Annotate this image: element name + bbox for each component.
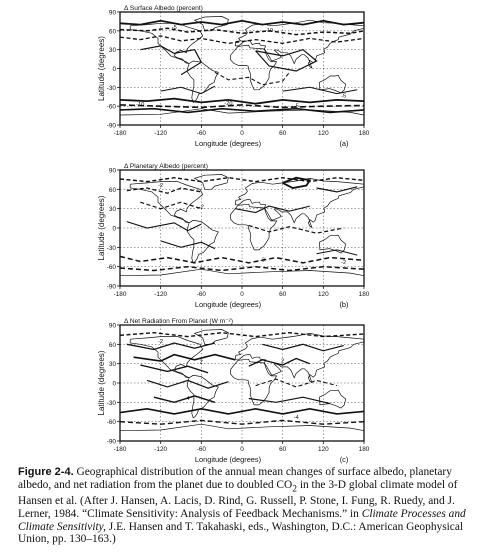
contour-line-solid	[127, 222, 202, 231]
x-tick-label: -120	[154, 130, 168, 137]
contour-line-dashed	[215, 72, 290, 85]
continent-outline-eurasia	[235, 333, 364, 382]
x-tick-label: 60	[279, 130, 287, 137]
caption-text-2: in the 3-D global climate model of Hansen et al. (After J. Hansen, A. Lacis, D. Rind, G. Russell, P. Stone, I. Fung, R. Ruedy, and J. Lerner, 1984. “Climate Sensitivity: Analysis of Feedback Mechanisms.” in	[18, 478, 458, 521]
y-tick-label: -90	[106, 283, 116, 291]
y-axis-label: Latitude (degrees)	[97, 36, 106, 101]
caption-text-1: Geographical distribution of the annual mean changes of surface albedo, planetary albedo, and net radiation from the planet due to doubled CO	[18, 466, 452, 491]
contour-line-solid	[249, 397, 330, 403]
contour-label: -4	[293, 415, 299, 422]
continent-outline-greenland	[195, 330, 229, 345]
figure-label: Figure 2-4.	[18, 466, 74, 478]
x-tick-label: 120	[317, 130, 329, 137]
y-tick-label: 30	[108, 361, 116, 369]
y-tick-label: 0	[112, 225, 116, 233]
y-tick-label: 60	[108, 186, 116, 194]
y-tick-label: -30	[106, 84, 116, 92]
figure-panel-a	[0, 0, 480, 155]
continent-outline-eurasia	[235, 20, 364, 68]
panel-title: Δ Net Radiation From Planet (W m⁻²)	[124, 318, 234, 325]
contour-line-solid	[120, 109, 364, 113]
contour-label: -2	[198, 204, 204, 211]
continent-outline-africa	[231, 204, 277, 250]
x-axis-label: Longitude (degrees)	[194, 455, 262, 464]
x-tick-label: 120	[317, 446, 329, 453]
contour-line-dashed	[249, 225, 344, 233]
contour-label: -2	[158, 182, 164, 189]
y-tick-label: -60	[106, 419, 116, 427]
panel-title: Δ Surface Albedo (percent)	[124, 5, 203, 12]
y-tick-label: 90	[108, 167, 116, 175]
y-axis-label: Latitude (degrees)	[97, 350, 106, 416]
x-axis-label: Longitude (degrees)	[194, 300, 262, 309]
contour-line-dashed	[120, 256, 364, 262]
x-tick-label: 180	[358, 291, 370, 298]
y-tick-label: -90	[106, 438, 116, 446]
contour-label: -5	[171, 24, 177, 31]
y-tick-label: 90	[108, 322, 116, 330]
panel-c-svg	[0, 310, 480, 464]
contour-label: -5	[341, 93, 347, 100]
contour-line-solid	[262, 344, 343, 351]
contour-line-solid	[120, 99, 364, 104]
x-tick-label: -60	[196, 291, 206, 298]
x-tick-label: 0	[240, 446, 244, 453]
x-tick-label: -180	[113, 291, 127, 298]
caption-italic-title: Climate Processes and Climate Sensitivity,	[18, 508, 466, 533]
caption-text-3: J.E. Hansen and T. Takahaski, eds., Washington, D.C.: American Geophysical Union, pp. 130–163.)	[18, 520, 464, 546]
contour-line-solid	[317, 250, 358, 255]
x-tick-label: 60	[279, 291, 287, 298]
contour-line-solid	[134, 355, 236, 362]
contour-label: 4	[186, 395, 190, 402]
y-tick-label: 30	[108, 206, 116, 214]
contour-label: 2	[281, 358, 285, 365]
x-tick-label: -180	[113, 446, 127, 453]
contour-label: -20	[224, 100, 233, 107]
y-tick-label: -60	[106, 264, 116, 272]
x-tick-label: 180	[358, 446, 370, 453]
y-tick-label: 0	[112, 380, 116, 388]
continent-outline-north-america	[130, 23, 203, 63]
contour-label: -10	[136, 102, 145, 109]
caption-subscript: 2	[292, 483, 297, 494]
x-tick-label: 120	[317, 291, 329, 298]
y-tick-label: 60	[108, 28, 116, 36]
contour-line-solid	[154, 396, 215, 402]
figure-caption	[18, 466, 466, 546]
contour-label: -3	[259, 257, 265, 264]
panel-letter-b: (b)	[339, 300, 349, 309]
x-tick-label: 0	[240, 291, 244, 298]
y-tick-label: 30	[108, 47, 116, 55]
contour-label: -2	[158, 339, 164, 346]
figure-panel-b	[0, 155, 480, 310]
contour-line-solid	[140, 46, 201, 75]
continent-outline-south-america	[187, 61, 218, 102]
contour-line-dashed	[120, 267, 364, 271]
contour-label: -5	[293, 103, 299, 110]
y-tick-label: -30	[106, 244, 116, 252]
x-tick-label: 60	[279, 446, 287, 453]
contour-label: 2	[199, 359, 203, 366]
x-tick-label: -60	[196, 130, 206, 137]
y-tick-label: 60	[108, 341, 116, 349]
x-tick-label: -180	[113, 130, 127, 137]
panel-b-svg	[0, 155, 480, 310]
contour-label: -2	[341, 260, 347, 267]
y-tick-label: 90	[108, 9, 116, 17]
continent-outline-eurasia	[235, 178, 364, 227]
panel-letter-c: (c)	[339, 455, 349, 464]
x-axis-label: Longitude (degrees)	[194, 139, 262, 148]
continent-outline-south-america	[187, 220, 218, 262]
x-tick-label: -60	[196, 446, 206, 453]
contour-label: -10	[265, 28, 274, 35]
y-tick-label: -90	[106, 122, 116, 130]
figure-panel-c	[0, 310, 480, 464]
x-tick-label: 0	[240, 130, 244, 137]
contour-line-solid	[235, 206, 310, 212]
x-tick-label: -120	[154, 446, 168, 453]
y-tick-label: 0	[112, 66, 116, 73]
y-tick-label: -60	[106, 103, 116, 111]
panel-a-svg	[0, 0, 480, 155]
continent-outline-africa	[231, 359, 277, 405]
x-tick-label: -120	[154, 291, 168, 298]
x-tick-label: 180	[358, 130, 370, 137]
panel-letter-a: (a)	[339, 139, 349, 148]
y-axis-label: Latitude (degrees)	[97, 195, 106, 261]
y-tick-label: -30	[106, 399, 116, 407]
panel-title: Δ Planetary Albedo (percent)	[124, 163, 208, 170]
